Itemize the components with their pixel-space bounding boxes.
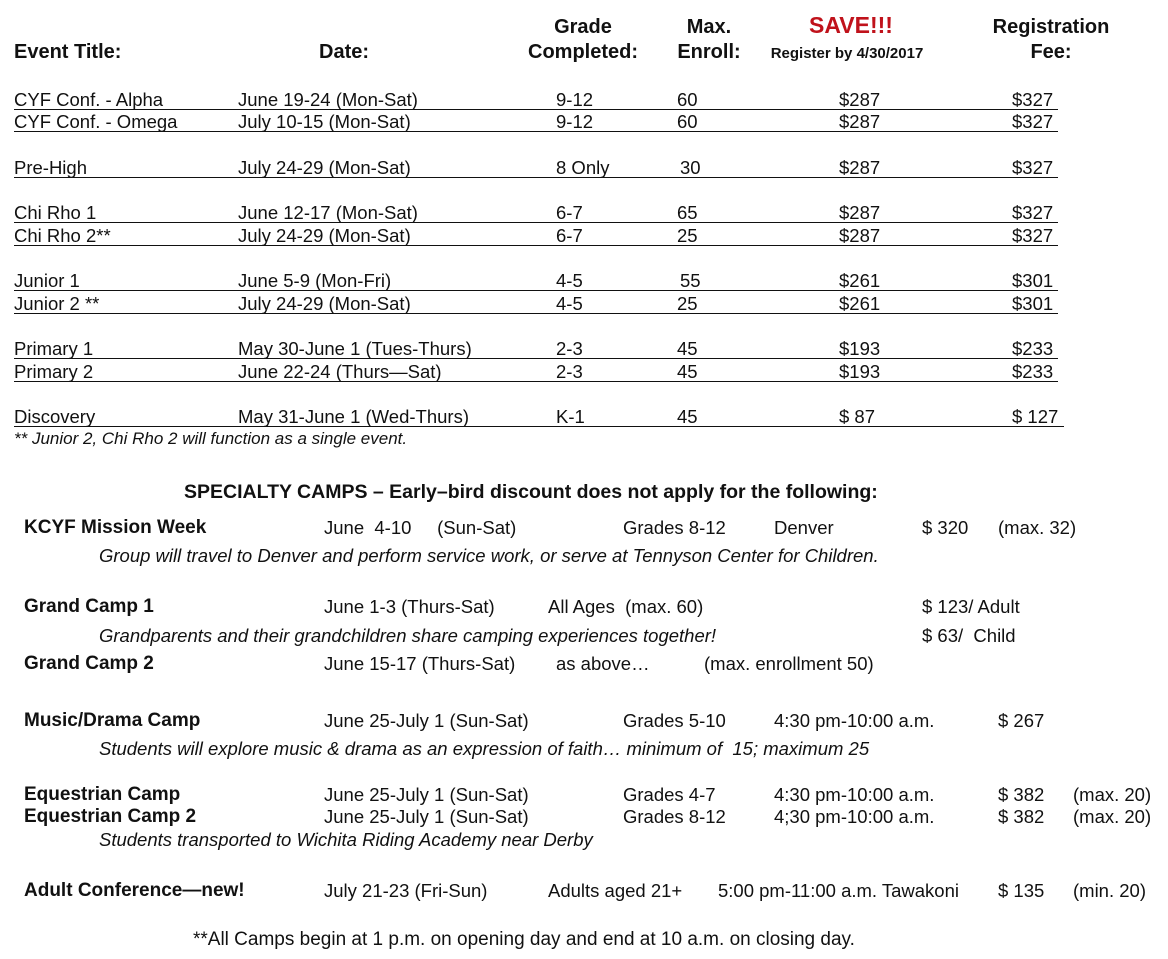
event-date: June 12-17 (Mon-Sat) bbox=[238, 202, 418, 223]
camp-price: $ 135 bbox=[998, 880, 1045, 901]
row-underline bbox=[14, 313, 1058, 314]
header-grade-bottom: Completed: bbox=[528, 41, 638, 63]
camp-description: Grandparents and their grandchildren share camping experiences together! bbox=[99, 625, 717, 646]
camp-name: Equestrian Camp bbox=[24, 784, 181, 805]
event-max-enroll: 60 bbox=[677, 89, 698, 110]
camp-location: Denver bbox=[774, 517, 834, 538]
camp-date: June 25-July 1 (Sun-Sat) bbox=[324, 784, 529, 805]
event-date: July 24-29 (Mon-Sat) bbox=[238, 293, 411, 314]
row-underline bbox=[14, 381, 1058, 382]
event-grade: 6-7 bbox=[556, 225, 583, 246]
event-max-enroll: 25 bbox=[677, 293, 698, 314]
camp-date: June 1-3 (Thurs-Sat) bbox=[324, 596, 495, 617]
event-fee: $327 bbox=[1012, 111, 1054, 132]
event-early-price: $193 bbox=[839, 338, 881, 359]
camp-time: 4:30 pm-10:00 a.m. bbox=[774, 710, 935, 731]
event-date: June 19-24 (Mon-Sat) bbox=[238, 89, 418, 110]
camp-name: Grand Camp 2 bbox=[24, 653, 154, 674]
event-title: CYF Conf. - Alpha bbox=[14, 89, 164, 110]
event-title: Discovery bbox=[14, 406, 96, 427]
camp-date: June 15-17 (Thurs-Sat) bbox=[324, 653, 516, 674]
event-date: June 5-9 (Mon-Fri) bbox=[238, 270, 392, 291]
event-fee: $233 bbox=[1012, 338, 1054, 359]
camp-date: June 4-10 (Sun-Sat) bbox=[324, 517, 517, 538]
camp-ages: All Ages (max. 60) bbox=[548, 596, 704, 617]
camp-grades: Grades 8-12 bbox=[623, 517, 726, 538]
row-underline bbox=[14, 358, 1058, 359]
header-save: SAVE!!! bbox=[809, 12, 893, 38]
event-grade: 2-3 bbox=[556, 338, 583, 359]
camp-date: June 25-July 1 (Sun-Sat) bbox=[324, 806, 529, 827]
event-early-price: $287 bbox=[839, 225, 881, 246]
event-date: May 31-June 1 (Wed-Thurs) bbox=[238, 406, 469, 427]
row-underline bbox=[14, 222, 1058, 223]
event-early-price: $287 bbox=[839, 157, 881, 178]
camp-price-adult: $ 123/ Adult bbox=[922, 596, 1020, 617]
event-title: Pre-High bbox=[14, 157, 87, 178]
event-grade: 9-12 bbox=[556, 89, 594, 110]
camp-max: (max. 20) bbox=[1073, 806, 1152, 827]
header-grade-top: Grade bbox=[554, 16, 612, 38]
event-fee: $327 bbox=[1012, 225, 1054, 246]
row-underline bbox=[14, 290, 1058, 291]
event-title: Junior 2 ** bbox=[14, 293, 100, 314]
camp-max: (max. enrollment 50) bbox=[704, 653, 874, 674]
event-max-enroll: 60 bbox=[677, 111, 698, 132]
header-event-title: Event Title: bbox=[14, 41, 122, 63]
event-max-enroll: 65 bbox=[677, 202, 698, 223]
event-grade: K-1 bbox=[556, 406, 585, 427]
camp-description: Group will travel to Denver and perform service work, or serve at Tennyson Center for Children. bbox=[99, 545, 879, 566]
specialty-title: SPECIALTY CAMPS – Early–bird discount does not apply for the following: bbox=[184, 481, 878, 503]
event-fee: $ 127 bbox=[1012, 406, 1059, 427]
event-grade: 4-5 bbox=[556, 293, 583, 314]
event-early-price: $193 bbox=[839, 361, 881, 382]
header-date: Date: bbox=[319, 41, 370, 63]
event-early-price: $261 bbox=[839, 293, 881, 314]
event-grade: 8 Only bbox=[556, 157, 610, 178]
event-fee: $327 bbox=[1012, 157, 1054, 178]
event-max-enroll: 25 bbox=[677, 225, 698, 246]
camp-date: June 25-July 1 (Sun-Sat) bbox=[324, 710, 529, 731]
row-underline bbox=[14, 131, 1058, 132]
row-underline bbox=[14, 426, 1064, 427]
camp-description: Students will explore music & drama as an expression of faith… minimum of 15; maximum 25 bbox=[99, 738, 870, 759]
event-date: July 24-29 (Mon-Sat) bbox=[238, 225, 411, 246]
camp-name: KCYF Mission Week bbox=[24, 517, 207, 538]
camp-time: 4:30 pm-10:00 a.m. bbox=[774, 784, 935, 805]
camp-min: (min. 20) bbox=[1073, 880, 1146, 901]
camp-price: $ 382 bbox=[998, 806, 1045, 827]
event-date: June 22-24 (Thurs—Sat) bbox=[238, 361, 442, 382]
event-fee: $301 bbox=[1012, 293, 1054, 314]
event-title: Primary 2 bbox=[14, 361, 94, 382]
event-title: Chi Rho 1 bbox=[14, 202, 97, 223]
header-max-bottom: Enroll: bbox=[677, 41, 741, 63]
header-save-deadline: Register by 4/30/2017 bbox=[770, 45, 924, 62]
footnote: ** Junior 2, Chi Rho 2 will function as a single event. bbox=[14, 429, 408, 448]
event-date: May 30-June 1 (Tues-Thurs) bbox=[238, 338, 472, 359]
event-max-enroll: 45 bbox=[677, 406, 698, 427]
event-fee: $301 bbox=[1012, 270, 1054, 291]
camp-price: $ 267 bbox=[998, 710, 1045, 731]
camp-as-above: as above… bbox=[556, 653, 650, 674]
camp-time: 5:00 pm-11:00 a.m. Tawakoni bbox=[718, 880, 959, 901]
event-date: July 24-29 (Mon-Sat) bbox=[238, 157, 411, 178]
event-early-price: $287 bbox=[839, 89, 881, 110]
closing-note: **All Camps begin at 1 p.m. on opening day and end at 10 a.m. on closing day. bbox=[193, 929, 855, 950]
camp-name: Grand Camp 1 bbox=[24, 596, 154, 617]
event-fee: $327 bbox=[1012, 89, 1054, 110]
event-grade: 4-5 bbox=[556, 270, 583, 291]
event-early-price: $287 bbox=[839, 111, 881, 132]
camp-max: (max. 32) bbox=[998, 517, 1077, 538]
event-fee: $327 bbox=[1012, 202, 1054, 223]
camp-grades: Grades 8-12 bbox=[623, 806, 726, 827]
event-max-enroll: 45 bbox=[677, 361, 698, 382]
event-early-price: $ 87 bbox=[839, 406, 876, 427]
event-date: July 10-15 (Mon-Sat) bbox=[238, 111, 411, 132]
row-underline bbox=[14, 177, 1058, 178]
camp-ages: Adults aged 21+ bbox=[548, 880, 683, 901]
camp-grades: Grades 5-10 bbox=[623, 710, 726, 731]
camp-grades: Grades 4-7 bbox=[623, 784, 716, 805]
camp-description: Students transported to Wichita Riding Academy near Derby bbox=[99, 829, 593, 850]
event-max-enroll: 45 bbox=[677, 338, 698, 359]
event-max-enroll: 30 bbox=[680, 157, 701, 178]
event-title: CYF Conf. - Omega bbox=[14, 111, 178, 132]
event-title: Junior 1 bbox=[14, 270, 80, 291]
camp-name: Equestrian Camp 2 bbox=[24, 806, 197, 827]
event-title: Chi Rho 2** bbox=[14, 225, 111, 246]
camp-date: July 21-23 (Fri-Sun) bbox=[324, 880, 488, 901]
event-title: Primary 1 bbox=[14, 338, 94, 359]
row-underline bbox=[14, 109, 1058, 110]
event-grade: 9-12 bbox=[556, 111, 594, 132]
header-fee-bottom: Fee: bbox=[1030, 41, 1072, 63]
event-grade: 2-3 bbox=[556, 361, 583, 382]
camp-max: (max. 20) bbox=[1073, 784, 1152, 805]
camp-price: $ 320 bbox=[922, 517, 969, 538]
camp-price-child: $ 63/ Child bbox=[922, 625, 1016, 646]
event-max-enroll: 55 bbox=[680, 270, 701, 291]
camp-price: $ 382 bbox=[998, 784, 1045, 805]
event-grade: 6-7 bbox=[556, 202, 583, 223]
header-max-top: Max. bbox=[686, 16, 732, 38]
camp-name: Music/Drama Camp bbox=[24, 710, 201, 731]
event-fee: $233 bbox=[1012, 361, 1054, 382]
camp-name: Adult Conference—new! bbox=[24, 880, 245, 901]
event-early-price: $287 bbox=[839, 202, 881, 223]
row-underline bbox=[14, 245, 1058, 246]
event-early-price: $261 bbox=[839, 270, 881, 291]
camp-time: 4;30 pm-10:00 a.m. bbox=[774, 806, 935, 827]
header-fee-top: Registration bbox=[992, 16, 1110, 38]
